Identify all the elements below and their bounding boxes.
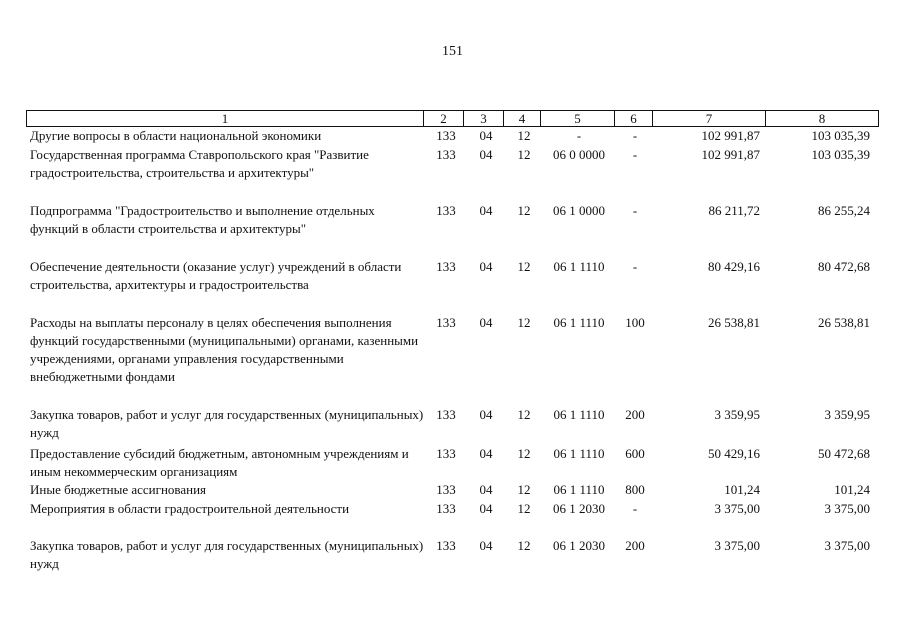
column-header: 1	[27, 111, 424, 127]
cell-c7: 86 211,72	[708, 203, 760, 218]
cell-c4: 12	[517, 315, 531, 330]
cell-c5: 06 0 0000	[553, 147, 605, 162]
cell-c8: 3 375,00	[824, 501, 870, 516]
cell-c5: 06 1 0000	[553, 203, 605, 218]
cell-c3: 04	[479, 501, 493, 516]
cell-c2: 133	[436, 407, 456, 422]
cell-c2: 133	[436, 203, 456, 218]
cell-c5: 06 1 2030	[553, 501, 605, 516]
cell-c4: 12	[517, 259, 531, 274]
cell-c8: 86 255,24	[818, 203, 870, 218]
cell-c8: 3 375,00	[824, 538, 870, 553]
cell-c4: 12	[517, 538, 531, 553]
cell-c7: 101,24	[724, 482, 760, 497]
cell-c3: 04	[479, 482, 493, 497]
cell-c5: 06 1 1110	[553, 259, 605, 274]
cell-c7: 26 538,81	[708, 315, 760, 330]
cell-c2: 133	[436, 128, 456, 143]
cell-c7: 80 429,16	[708, 259, 760, 274]
column-header: 5	[541, 111, 615, 127]
cell-c8: 103 035,39	[811, 147, 870, 162]
cell-c3: 04	[479, 147, 493, 162]
cell-c4: 12	[517, 446, 531, 461]
column-header: 3	[464, 111, 504, 127]
cell-c3: 04	[479, 128, 493, 143]
cell-c8: 80 472,68	[818, 259, 870, 274]
cell-c5: 06 1 1110	[553, 446, 605, 461]
cell-c6: -	[632, 147, 638, 162]
cell-c4: 12	[517, 203, 531, 218]
cell-c4: 12	[517, 128, 531, 143]
cell-c3: 04	[479, 315, 493, 330]
cell-c6: 100	[625, 315, 645, 330]
cell-c2: 133	[436, 501, 456, 516]
row-name: Мероприятия в области градостроительной деятельности	[30, 501, 350, 516]
cell-c2: 133	[436, 446, 456, 461]
cell-c6: -	[632, 259, 638, 274]
row-name: Другие вопросы в области национальной экономики	[30, 128, 322, 143]
column-header: 6	[615, 111, 653, 127]
cell-c6: -	[632, 128, 638, 143]
cell-c4: 12	[517, 407, 531, 422]
cell-c6: -	[632, 203, 638, 218]
cell-c2: 133	[436, 482, 456, 497]
cell-c8: 26 538,81	[818, 315, 870, 330]
row-name: Расходы на выплаты персоналу в целях обеспечения выполнения функций государственными (муниципальными) органами, казенными учреждениями, органами управления государственными внебюджетными фондами	[30, 315, 419, 384]
cell-c2: 133	[436, 259, 456, 274]
cell-c8: 101,24	[834, 482, 870, 497]
page-number: 151	[442, 44, 463, 59]
column-header: 4	[504, 111, 541, 127]
cell-c5: 06 1 2030	[553, 538, 605, 553]
cell-c7: 3 359,95	[714, 407, 760, 422]
row-name: Закупка товаров, работ и услуг для государственных (муниципальных) нужд	[30, 407, 424, 440]
row-name: Закупка товаров, работ и услуг для государственных (муниципальных) нужд	[30, 538, 424, 571]
cell-c7: 50 429,16	[708, 446, 760, 461]
cell-c4: 12	[517, 482, 531, 497]
cell-c2: 133	[436, 315, 456, 330]
cell-c6: -	[632, 501, 638, 516]
column-header: 2	[424, 111, 464, 127]
cell-c3: 04	[479, 538, 493, 553]
cell-c5: -	[576, 128, 582, 143]
row-name: Обеспечение деятельности (оказание услуг) учреждений в области строительства, архитектуры и градостроительства	[30, 259, 402, 292]
column-header-table	[26, 110, 879, 127]
cell-c3: 04	[479, 259, 493, 274]
column-header: 8	[766, 111, 879, 127]
cell-c2: 133	[436, 147, 456, 162]
row-name: Предоставление субсидий бюджетным, автономным учреждениям и иным некоммерческим организациям	[30, 446, 409, 479]
row-name: Подпрограмма "Градостроительство и выполнение отдельных функций в области строительства и архитектуры"	[30, 203, 375, 236]
row-name: Иные бюджетные ассигнования	[30, 482, 207, 497]
cell-c7: 3 375,00	[714, 501, 760, 516]
cell-c7: 102 991,87	[701, 147, 760, 162]
cell-c4: 12	[517, 501, 531, 516]
cell-c5: 06 1 1110	[553, 482, 605, 497]
cell-c3: 04	[479, 407, 493, 422]
cell-c4: 12	[517, 147, 531, 162]
cell-c6: 200	[625, 407, 645, 422]
cell-c2: 133	[436, 538, 456, 553]
cell-c6: 600	[625, 446, 645, 461]
cell-c8: 3 359,95	[824, 407, 870, 422]
column-header-row	[27, 111, 879, 127]
row-name: Государственная программа Ставропольского края "Развитие градостроительства, строительства и архитектуры"	[30, 147, 369, 180]
column-header: 7	[653, 111, 766, 127]
cell-c3: 04	[479, 203, 493, 218]
cell-c5: 06 1 1110	[553, 315, 605, 330]
cell-c6: 800	[625, 482, 645, 497]
cell-c7: 3 375,00	[714, 538, 760, 553]
cell-c6: 200	[625, 538, 645, 553]
cell-c3: 04	[479, 446, 493, 461]
cell-c8: 103 035,39	[811, 128, 870, 143]
cell-c8: 50 472,68	[818, 446, 870, 461]
cell-c7: 102 991,87	[701, 128, 760, 143]
cell-c5: 06 1 1110	[553, 407, 605, 422]
